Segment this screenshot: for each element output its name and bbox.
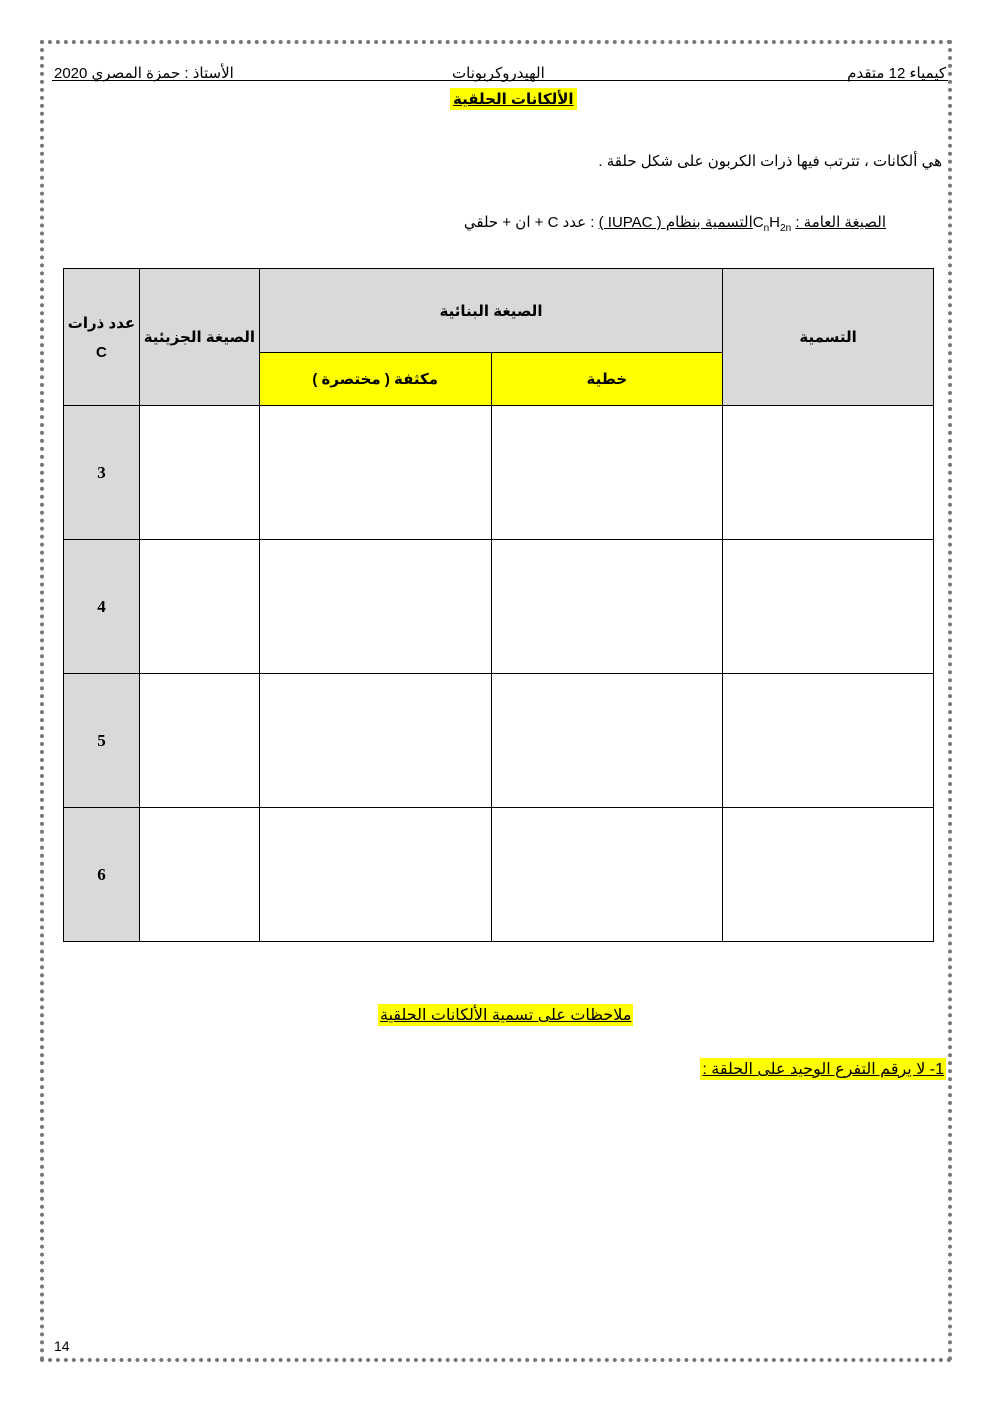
table-row <box>64 540 934 674</box>
header-topic: الهيدروكربونات <box>452 65 545 82</box>
cycloalkanes-table <box>63 268 934 942</box>
header-divider <box>52 80 948 81</box>
iupac-rule: : عدد C + ان + حلقي <box>463 214 595 231</box>
carbon-count-cell: 4 <box>64 540 140 674</box>
header-condensed: مكثفة ( مختصرة ) <box>259 353 491 406</box>
condensed-formula-cell <box>259 808 491 942</box>
definition-text: هي ألكانات ، تترتب فيها ذرات الكربون على شكل حلقة . <box>598 153 942 170</box>
table-row <box>64 808 934 942</box>
linear-formula-cell <box>491 540 723 674</box>
molecular-formula-cell <box>139 674 259 808</box>
header-linear: خطية <box>491 353 723 406</box>
table-row <box>64 406 934 540</box>
naming-cell <box>723 808 934 942</box>
carbon-count-cell: 6 <box>64 808 140 942</box>
general-formula: $C_nH_{2n}$ <box>752 214 792 234</box>
page-title: الألكانات الحلقية <box>450 88 577 110</box>
header-naming: التسمية <box>723 269 934 406</box>
header-molecular-formula: الصيغة الجزيئية <box>139 269 259 406</box>
header-carbon-count: عدد ذرات C <box>64 269 140 406</box>
header-teacher: الأستاذ : حمزة المصري 2020 <box>54 65 234 82</box>
header-course: كيمياء 12 متقدم <box>847 65 946 82</box>
linear-formula-cell <box>491 406 723 540</box>
condensed-formula-cell <box>259 674 491 808</box>
molecular-formula-cell <box>139 540 259 674</box>
carbon-count-cell: 5 <box>64 674 140 808</box>
molecular-formula-cell <box>139 406 259 540</box>
general-formula-line <box>464 213 886 234</box>
linear-formula-cell <box>491 808 723 942</box>
notes-title: ملاحظات على تسمية الألكانات الحلقية <box>378 1004 633 1026</box>
page-number: 14 <box>54 1338 70 1354</box>
iupac-label: التسمية بنظام ( IUPAC ) <box>598 214 753 231</box>
condensed-formula-cell <box>259 540 491 674</box>
molecular-formula-cell <box>139 808 259 942</box>
note-1: 1- لا يرقم التفرع الوحيد على الحلقة : <box>700 1058 946 1080</box>
naming-cell <box>723 406 934 540</box>
condensed-formula-cell <box>259 406 491 540</box>
table-row <box>64 674 934 808</box>
header-structural-formula: الصيغة البنائية <box>259 269 722 353</box>
naming-cell <box>723 540 934 674</box>
linear-formula-cell <box>491 674 723 808</box>
naming-cell <box>723 674 934 808</box>
general-formula-label: الصيغة العامة : <box>795 214 886 231</box>
carbon-count-cell: 3 <box>64 406 140 540</box>
